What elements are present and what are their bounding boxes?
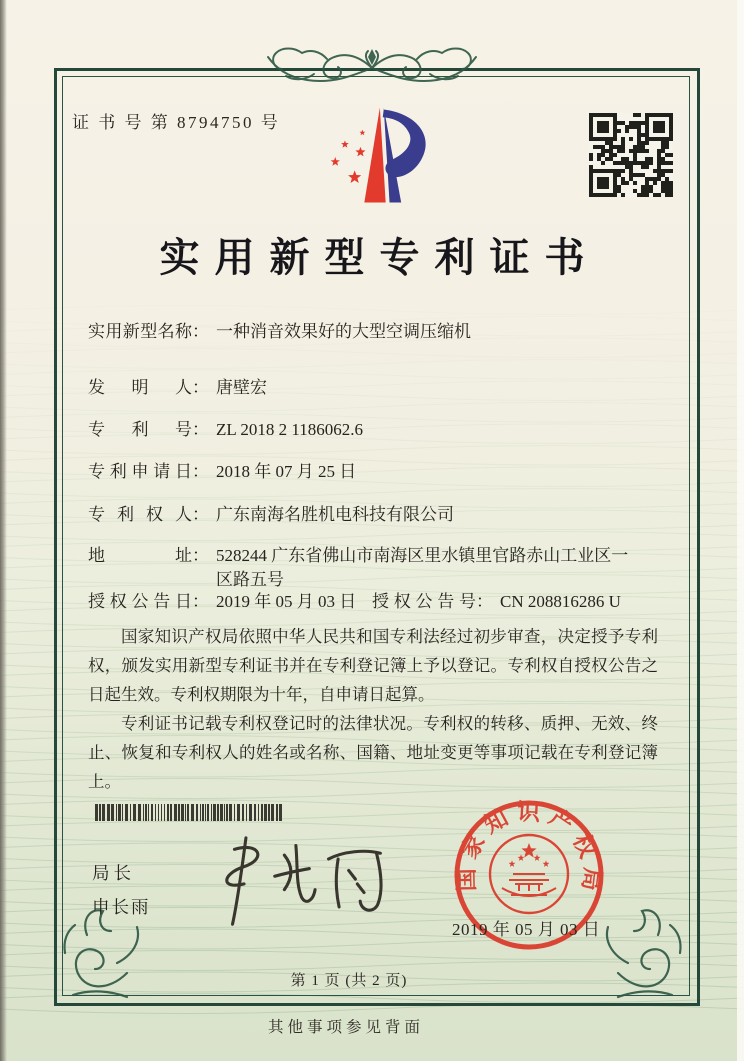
field-colon: ： <box>192 378 209 397</box>
field-value: 528244 广东省佛山市南海区里水镇里官路赤山工业区一区路五号 <box>216 546 629 589</box>
field-value: 一种消音效果好的大型空调压缩机 <box>216 322 471 341</box>
field-value: 2018 年 07 月 25 日 <box>216 462 357 481</box>
field-row-utility-model-name <box>88 320 668 344</box>
field-grant-number <box>372 590 621 614</box>
field-colon: ： <box>192 592 209 611</box>
field-colon: ： <box>192 505 209 524</box>
field-row-grant <box>88 590 668 614</box>
field-label: 专利申请日 <box>88 462 192 481</box>
seal-date: 2019 年 05 月 03 日 <box>452 920 601 939</box>
barcode <box>95 804 287 821</box>
director-title: 局长 <box>92 863 135 883</box>
field-label: 实用新型名称 <box>88 322 192 341</box>
field-label: 授权公告号 <box>372 592 476 611</box>
field-colon: ： <box>192 322 209 341</box>
field-row-filing-date <box>88 460 668 484</box>
seal-ring-text: 国家知识产权局 <box>453 799 606 900</box>
field-colon: ： <box>476 592 493 611</box>
field-label: 发明人 <box>88 378 192 397</box>
scan-edge-left <box>0 0 7 1061</box>
field-value: 2019 年 05 月 03 日 <box>216 592 357 611</box>
field-value: 广东南海名胜机电科技有限公司 <box>216 505 454 524</box>
field-colon: ： <box>192 462 209 481</box>
cnipa-official-seal <box>429 775 629 975</box>
certificate-number: 证 书 号 第 8794750 号 <box>72 113 281 132</box>
legal-text <box>88 622 658 796</box>
field-colon: ： <box>192 546 209 565</box>
cnipa-patent-logo-icon <box>312 94 438 220</box>
national-emblem-icon <box>490 835 568 913</box>
back-side-note: 其他事项参见背面 <box>267 1019 424 1036</box>
field-label: 专利权人 <box>88 505 192 524</box>
director-signature <box>190 834 396 930</box>
field-row-address <box>88 544 668 592</box>
certificate-title: 实用新型专利证书 <box>159 235 600 280</box>
legal-paragraph-1: 国家知识产权局依照中华人民共和国专利法经过初步审查，决定授予专利权，颁发实用新型专利证书并在专利登记簿上予以登记。专利权自授权公告之日起生效。专利权期限为十年，自申请日起算。 <box>88 627 658 704</box>
scan-edge-right <box>737 0 744 1061</box>
field-row-patentee <box>88 503 668 527</box>
field-row-patent-number <box>88 418 668 442</box>
field-label: 专利号 <box>88 420 192 439</box>
legal-paragraph-2: 专利证书记载专利权登记时的法律状况。专利权的转移、质押、无效、终止、恢复和专利权人的姓名或名称、国籍、地址变更等事项记载在专利登记簿上。 <box>88 714 658 791</box>
field-value: 唐壁宏 <box>216 378 267 397</box>
page-number: 第 1 页 (共 2 页) <box>290 973 408 989</box>
field-value: ZL 2018 2 1186062.6 <box>216 420 364 439</box>
field-label: 地址 <box>88 546 192 565</box>
field-row-inventor <box>88 376 668 400</box>
qr-code <box>589 113 673 197</box>
field-value: CN 208816286 U <box>500 592 621 611</box>
field-label: 授权公告日 <box>88 592 192 611</box>
field-colon: ： <box>192 420 209 439</box>
director-name: 申长雨 <box>92 897 151 917</box>
